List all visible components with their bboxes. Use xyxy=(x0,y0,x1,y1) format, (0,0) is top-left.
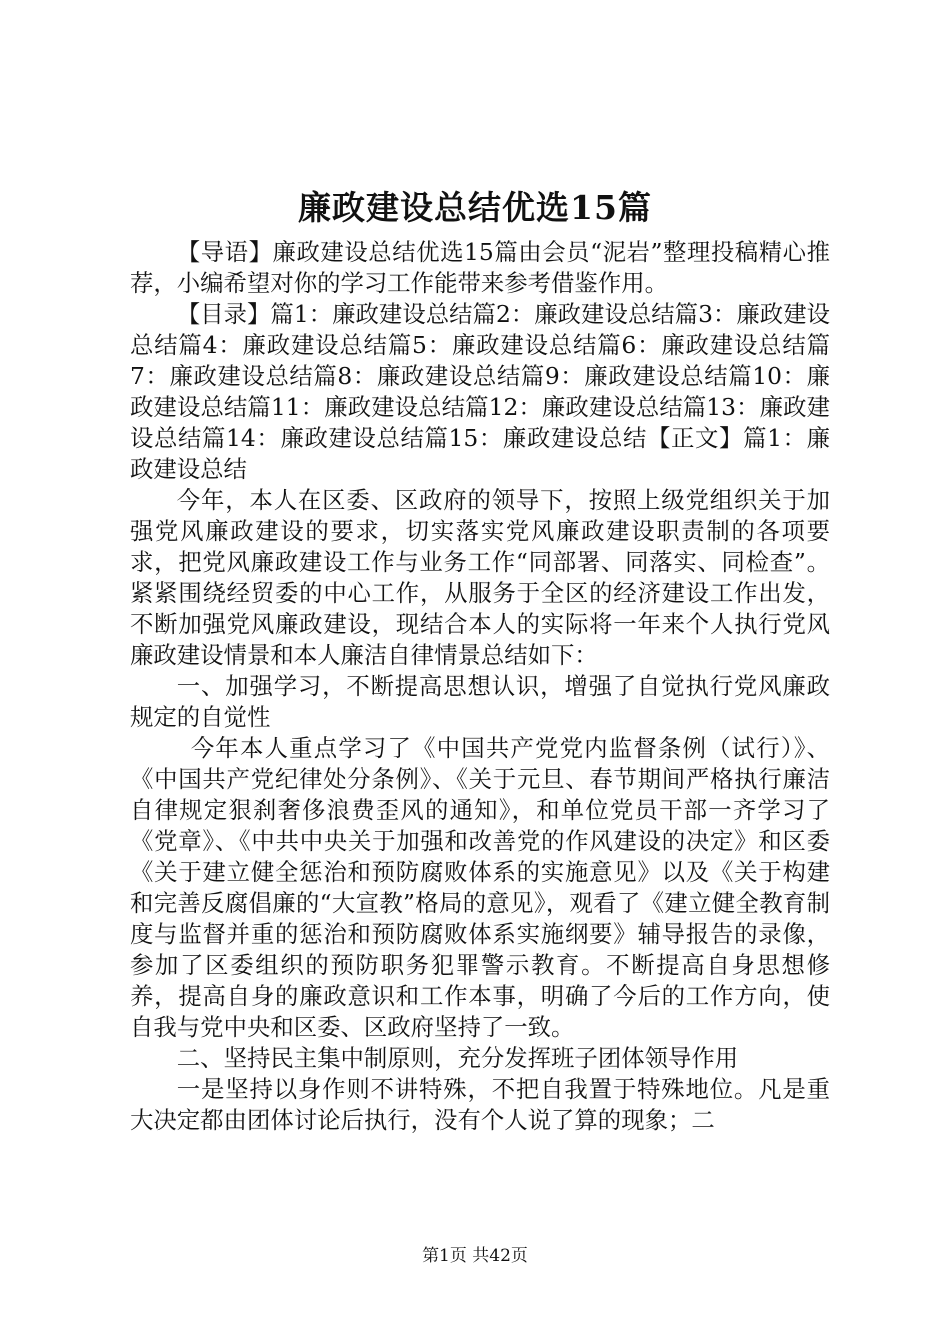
body-paragraph: 一是坚持以身作则不讲特殊，不把自我置于特殊地位。凡是重大决定都由团体讨论后执行，没有个人说了算的现象；二 xyxy=(130,1075,830,1134)
body-paragraph: 今年，本人在区委、区政府的领导下，按照上级党组织关于加强党风廉政建设的要求，切实落实党风廉政建设职责制的各项要求，把党风廉政建设工作与业务工作“同部署、同落实、同检查”。紧紧围绕经贸委的中心工作，从服务于全区的经济建设工作出发，不断加强党风廉政建设，现结合本人的实际将一年来个人执行党风廉政建设情景和本人廉洁自律情景总结如下： xyxy=(130,486,830,669)
body-paragraph: 今年本人重点学习了《中国共产党党内监督条例（试行）》、《中国共产党纪律处分条例》、《关于元旦、春节期间严格执行廉洁自律规定狠刹奢侈浪费歪风的通知》，和单位党员干部一齐学习了《党章》、《中共中央关于加强和改善党的作风建设的决定》和区委《关于建立健全惩治和预防腐败体系的实施意见》以及《关于构建和完善反腐倡廉的“大宣教”格局的意见》，观看了《建立健全教育制度与监督并重的惩治和预防腐败体系实施纲要》辅导报告的录像，参加了区委组织的预防职务犯罪警示教育。不断提高自身思想修养，提高自身的廉政意识和工作本事，明确了今后的工作方向，使自我与党中央和区委、区政府坚持了一致。 xyxy=(130,734,830,1041)
section-heading: 一、加强学习，不断提高思想认识，增强了自觉执行党风廉政规定的自觉性 xyxy=(130,672,830,731)
document-body xyxy=(130,237,830,1136)
page-footer: 第1页 共42页 xyxy=(422,1246,528,1266)
document-title: 廉政建设总结优选15篇 xyxy=(298,188,652,227)
section-heading: 二、坚持民主集中制原则，充分发挥班子团体领导作用 xyxy=(176,1044,739,1072)
intro-paragraph: 【导语】廉政建设总结优选15篇由会员“泥岩”整理投稿精心推荐，小编希望对你的学习工作能带来参考借鉴作用。 xyxy=(130,238,830,297)
contents-paragraph: 【目录】篇1：廉政建设总结篇2：廉政建设总结篇3：廉政建设总结篇4：廉政建设总结篇5：廉政建设总结篇6：廉政建设总结篇7：廉政建设总结篇8：廉政建设总结篇9：廉政建设总结篇10：廉政建设总结篇11：廉政建设总结篇12：廉政建设总结篇13：廉政建设总结篇14：廉政建设总结篇15：廉政建设总结【正文】篇1：廉政建设总结 xyxy=(130,300,830,483)
